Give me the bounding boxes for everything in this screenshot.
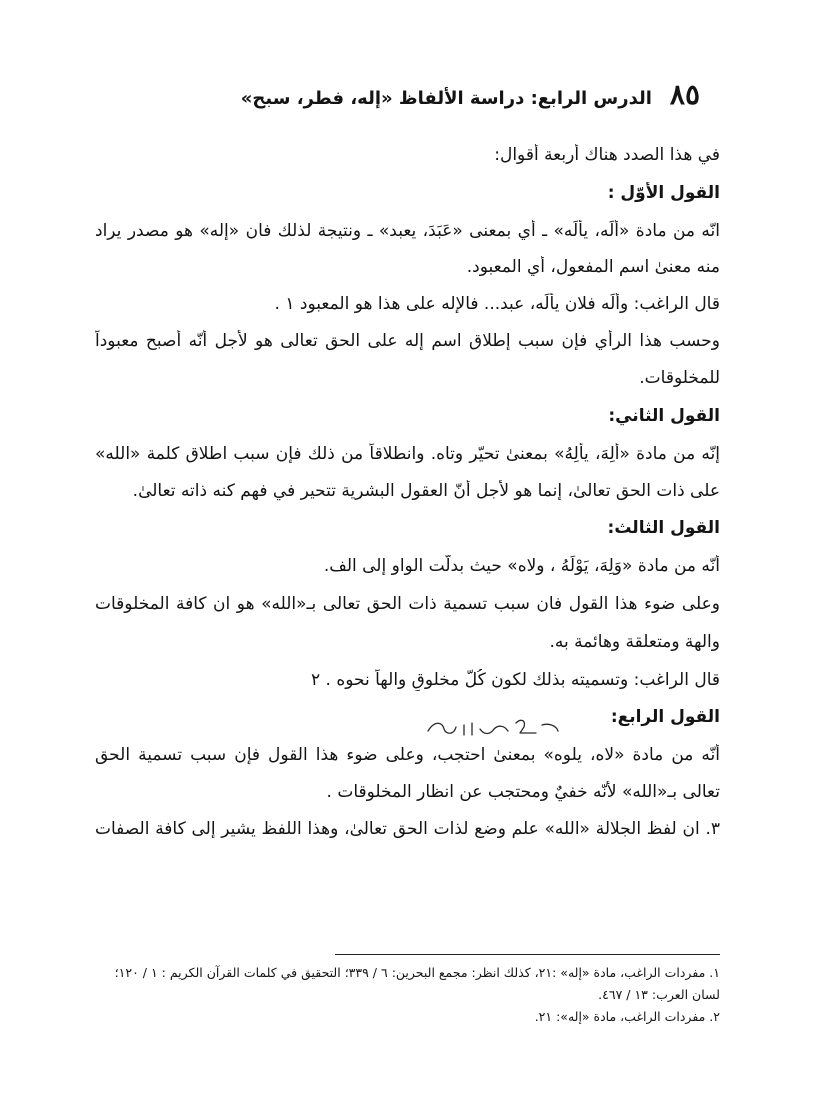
- footnote-line: ٢. مفردات الراغب، مادة «إله»: ٢١.: [534, 1009, 720, 1024]
- text-line: في هذا الصدد هناك أربعة أقوال:: [494, 145, 720, 165]
- section-heading: القول الأوّل :: [607, 183, 720, 203]
- text-line: والهة ومتعلقة وهائمة به.: [549, 632, 720, 652]
- main-text: [95, 136, 720, 840]
- text-line: انّه من مادة «ألَه، يألَه» ـ أي بمعنى «عَبَدَ، يعبد» ـ ونتيجة لذلك فان «إله» هو مصدر يراد: [95, 221, 720, 241]
- page-number: ٨٥: [669, 78, 700, 111]
- footnotes: [95, 965, 720, 1025]
- running-header: [240, 78, 700, 118]
- text-line: أنّه من مادة «لاه، يلوه» بمعنىٰ احتجب، وعلى ضوء هذا القول فإن سبب تسمية الحق: [95, 745, 720, 765]
- section-heading: القول الرابع:: [610, 707, 720, 727]
- text-line: منه معنىٰ اسم المفعول، أي المعبود.: [466, 257, 720, 277]
- text-line: وعلى ضوء هذا القول فان سبب تسمية ذات الحق تعالى بـ«الله» هو ان كافة المخلوقات: [95, 594, 720, 614]
- footnote-line: لسان العرب: ١٣ / ٤٦٧.: [598, 987, 720, 1002]
- section-heading: القول الثاني:: [608, 406, 720, 426]
- text-line: ٣. ان لفظ الجلالة «الله» علم وضع لذات الحق تعالىٰ، وهذا اللفظ يشير إلى كافة الصفات: [95, 819, 720, 839]
- chapter-title: الدرس الرابع: دراسة الألفاظ «إله، فطر، سبح»: [240, 88, 652, 109]
- text-line: للمخلوقات.: [639, 368, 720, 388]
- text-line: أنّه من مادة «وَلِهَ، يَوْلَهُ ، ولاه» حيث بدلّت الواو إلى الف.: [323, 556, 720, 576]
- section-heading: القول الثالث:: [607, 518, 720, 538]
- text-line: قال الراغب: وألَه فلان يألَه، عبد... فالإله على هذا هو المعبود ١ .: [274, 294, 720, 314]
- text-line: إنّه من مادة «ألِهَ، يألِهُ» بمعنىٰ تحيّر وتاه. وانطلاقاً من ذلك فإن سبب اطلاق كلمة «الله»: [95, 444, 720, 464]
- text-line: تعالى بـ«الله» لأنّه خفيٌ ومحتجب عن انظار المخلوقات .: [326, 782, 720, 802]
- text-line: وحسب هذا الرأي فإن سبب إطلاق اسم إله على الحق تعالى هو لأجل أنّه أصبح معبوداً: [95, 331, 720, 351]
- text-line: على ذات الحق تعالىٰ، إنما هو لأجل أنّ العقول البشرية تتحير في فهم كنه ذاته تعالىٰ.: [132, 481, 720, 501]
- text-line: قال الراغب: وتسميته بذلك لكون كُلّ مخلوقٍ والهاً نحوه . ٢: [310, 670, 720, 690]
- handwriting-scribble: [424, 713, 564, 741]
- footnote-line: ١. مفردات الراغب، مادة «إله» :٢١، كذلك انظر: مجمع البحرين: ٦ / ٣٣٩؛ التحقيق في كلمات القرآن الكريم : ١ / ١٢٠؛: [114, 965, 720, 980]
- handwritten-annotation: [424, 713, 564, 741]
- footnote-separator: [335, 954, 720, 955]
